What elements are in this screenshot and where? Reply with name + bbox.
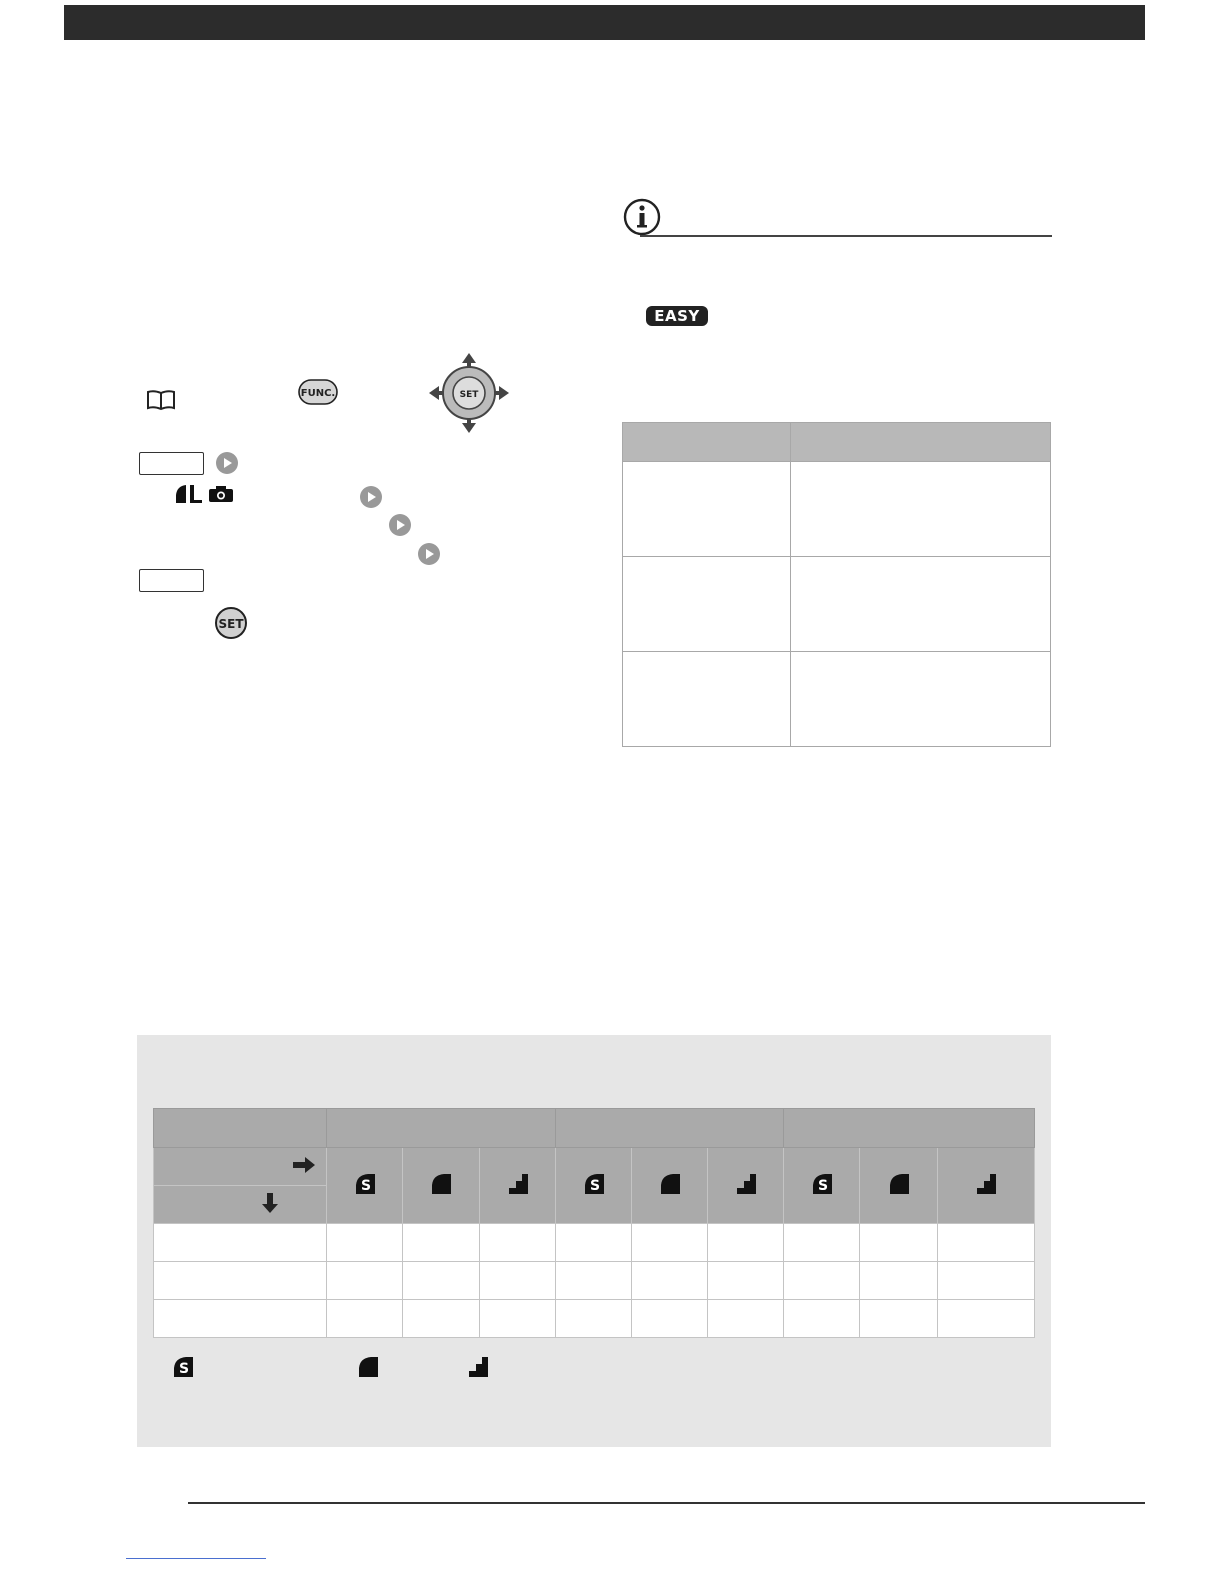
table-cell <box>327 1262 403 1300</box>
normal-icon <box>467 1356 489 1378</box>
table-cell <box>784 1262 860 1300</box>
table-row <box>154 1300 1035 1338</box>
normal-icon <box>975 1173 997 1195</box>
table-cell <box>154 1262 327 1300</box>
table-cell <box>623 557 791 652</box>
arrow-right-icon <box>360 486 382 508</box>
header-cell <box>403 1148 480 1224</box>
table-cell <box>154 1300 327 1338</box>
joystick-icon[interactable] <box>428 352 510 438</box>
superfine-icon <box>583 1173 605 1195</box>
set-button-icon[interactable] <box>214 606 248 644</box>
table-cell <box>403 1224 480 1262</box>
table-cell <box>480 1300 556 1338</box>
svg-text:SET: SET <box>459 390 479 400</box>
table-cell <box>791 557 1051 652</box>
table-cell <box>556 1224 632 1262</box>
table-cell <box>154 1224 327 1262</box>
menu-key-box <box>139 452 204 475</box>
table-header-row <box>154 1109 1035 1148</box>
table-cell <box>708 1224 784 1262</box>
svg-text:S: S <box>360 1177 371 1194</box>
table-cell <box>623 462 791 557</box>
header-cell <box>327 1109 556 1148</box>
table-row <box>623 462 1051 557</box>
table-cell <box>480 1262 556 1300</box>
table-cell <box>480 1224 556 1262</box>
arrow-right-icon <box>216 452 238 474</box>
easy-mode-badge: EASY <box>646 306 708 326</box>
table-cell <box>632 1300 708 1338</box>
table-row <box>154 1224 1035 1262</box>
arrow-down-icon <box>262 1192 278 1214</box>
normal-icon <box>507 1173 529 1195</box>
header-cell <box>154 1148 327 1186</box>
table-header-row <box>154 1148 1035 1186</box>
func-button-icon[interactable] <box>298 379 338 409</box>
header-cell <box>556 1109 784 1148</box>
table-cell <box>791 462 1051 557</box>
table-row <box>154 1262 1035 1300</box>
table-cell <box>403 1300 480 1338</box>
fine-icon <box>357 1356 379 1378</box>
table-cell <box>708 1300 784 1338</box>
arrow-right-icon <box>389 514 411 536</box>
header-cell <box>708 1148 784 1224</box>
header-cell <box>784 1109 1035 1148</box>
header-cell <box>632 1148 708 1224</box>
header-cell <box>860 1148 938 1224</box>
header-cell <box>556 1148 632 1224</box>
superfine-icon <box>354 1173 376 1195</box>
table-cell <box>938 1224 1035 1262</box>
table-cell <box>791 652 1051 747</box>
header-cell <box>327 1148 403 1224</box>
arrow-right-icon <box>418 543 440 565</box>
quality-description-table <box>622 422 1051 747</box>
svg-text:FUNC.: FUNC. <box>300 388 336 399</box>
header-cell <box>154 1109 327 1148</box>
svg-text:S: S <box>178 1361 190 1377</box>
table-cell <box>632 1224 708 1262</box>
table-cell <box>327 1300 403 1338</box>
table-cell <box>556 1262 632 1300</box>
capacity-table <box>153 1108 1035 1338</box>
svg-text:S: S <box>817 1177 828 1194</box>
header-cell <box>784 1148 860 1224</box>
svg-text:SET: SET <box>218 617 244 631</box>
fine-icon <box>659 1173 681 1195</box>
table-cell <box>938 1262 1035 1300</box>
footer-rule <box>188 1502 1145 1504</box>
table-cell <box>327 1224 403 1262</box>
table-cell <box>784 1224 860 1262</box>
arrow-right-icon <box>292 1157 316 1173</box>
table-cell <box>403 1262 480 1300</box>
table-cell <box>938 1300 1035 1338</box>
table-row <box>623 652 1051 747</box>
table-cell <box>623 652 791 747</box>
table-cell <box>860 1262 938 1300</box>
book-icon <box>146 389 176 415</box>
normal-icon <box>735 1173 757 1195</box>
table-header-row <box>623 423 1051 462</box>
camera-icon <box>208 485 234 507</box>
fine-icon <box>430 1173 452 1195</box>
header-cell <box>938 1148 1035 1224</box>
header-bar <box>64 5 1145 40</box>
func-key-box <box>139 569 204 592</box>
table-cell <box>784 1300 860 1338</box>
superfine-icon <box>811 1173 833 1195</box>
header-cell <box>154 1186 327 1224</box>
footer-link-underline[interactable] <box>126 1558 266 1559</box>
table-row <box>623 557 1051 652</box>
photo-quality-l-icon <box>174 483 204 509</box>
notes-header-rule <box>640 235 1052 237</box>
table-cell <box>708 1262 784 1300</box>
table-cell <box>632 1262 708 1300</box>
table-cell <box>556 1300 632 1338</box>
table-cell <box>860 1300 938 1338</box>
superfine-icon <box>172 1356 194 1378</box>
fine-icon <box>888 1173 910 1195</box>
header-cell <box>623 423 791 462</box>
header-cell <box>480 1148 556 1224</box>
table-cell <box>860 1224 938 1262</box>
header-cell <box>791 423 1051 462</box>
svg-text:S: S <box>589 1177 600 1194</box>
